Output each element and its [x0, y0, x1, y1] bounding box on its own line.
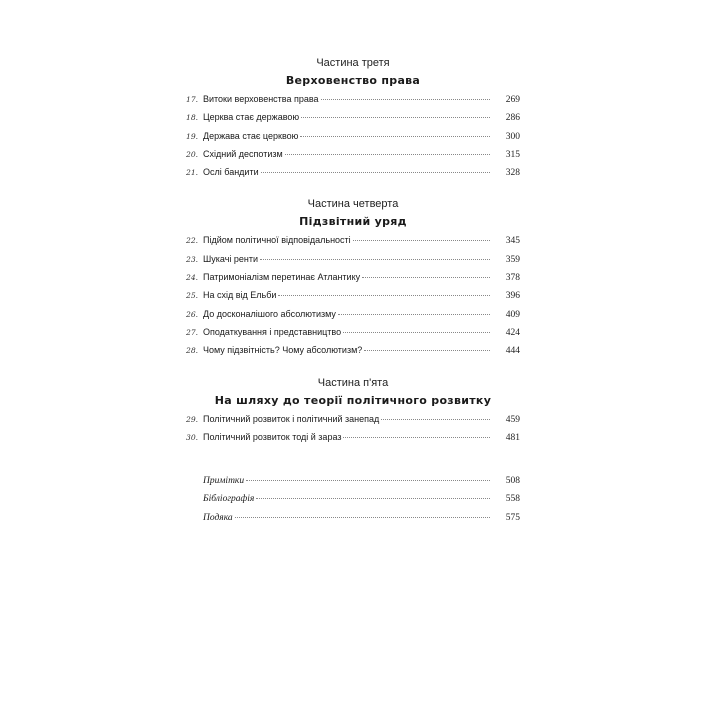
toc-entry[interactable]	[186, 131, 520, 149]
chapter-title: Політичний розвиток і політичний занепад	[203, 413, 380, 424]
toc-entry[interactable]	[186, 149, 520, 167]
chapter-number: 20.	[186, 149, 199, 159]
page-number: 444	[505, 346, 520, 357]
chapter-number: 28.	[186, 346, 199, 356]
chapter-list	[186, 94, 520, 185]
chapter-title: На схід від Ельби	[203, 290, 277, 301]
part-heading	[186, 56, 520, 88]
dot-leader	[364, 350, 490, 351]
chapter-number: 21.	[186, 168, 199, 178]
toc-entry[interactable]	[186, 94, 520, 112]
chapter-title: Держава стає церквою	[203, 130, 299, 141]
back-matter-entry[interactable]	[186, 476, 520, 494]
page-number: 315	[505, 149, 520, 160]
toc-entry[interactable]	[186, 167, 520, 185]
part-heading	[186, 197, 520, 229]
page-number: 409	[505, 309, 520, 320]
dot-leader	[301, 117, 490, 118]
chapter-title: Підйом політичної відповідальності	[203, 235, 351, 246]
part-label: Частина п'ята	[317, 376, 389, 389]
dot-leader	[300, 136, 490, 137]
page-number: 424	[505, 327, 520, 338]
chapter-list	[186, 414, 520, 451]
chapter-title: Ослі бандити	[203, 167, 259, 178]
chapter-title: Східний деспотизм	[203, 148, 283, 159]
page-number: 328	[505, 168, 520, 179]
dot-leader	[343, 437, 490, 438]
chapter-number: 17.	[186, 95, 199, 104]
chapter-number: 19.	[186, 131, 199, 141]
dot-leader	[343, 332, 490, 333]
dot-leader	[278, 295, 490, 296]
toc-entry[interactable]	[186, 414, 520, 432]
page-number: 558	[505, 494, 520, 505]
dot-leader	[246, 480, 490, 481]
toc-entry[interactable]	[186, 345, 520, 363]
chapter-title: Оподаткування і представництво	[203, 326, 342, 337]
toc-entry[interactable]	[186, 272, 520, 290]
toc-entry[interactable]	[186, 112, 520, 130]
back-matter-title: Подяка	[203, 512, 233, 523]
toc-entry[interactable]	[186, 309, 520, 327]
chapter-number: 22.	[186, 236, 199, 246]
table-of-contents	[186, 56, 520, 531]
part-title: На шляху до теорії політичного розвитку	[214, 393, 492, 407]
back-matter-entry[interactable]	[186, 513, 520, 531]
chapter-number: 26.	[186, 309, 199, 319]
chapter-title: До досконалішого абсолютизму	[203, 308, 336, 319]
chapter-number: 30.	[186, 432, 199, 442]
chapter-number: 23.	[186, 254, 199, 264]
part-label: Частина четверта	[307, 198, 399, 211]
dot-leader	[285, 154, 490, 155]
back-matter-title: Бібліографія	[203, 494, 255, 505]
page-number: 359	[505, 254, 520, 265]
toc-entry[interactable]	[186, 432, 520, 450]
page-number: 396	[505, 291, 520, 302]
dot-leader	[235, 517, 490, 518]
toc-entry[interactable]	[186, 254, 520, 272]
page-number: 508	[505, 476, 520, 487]
chapter-title: Політичний розвиток тоді й зараз	[203, 431, 342, 442]
chapter-title: Витоки верховенства права	[203, 94, 319, 104]
toc-entry[interactable]	[186, 235, 520, 253]
dot-leader	[321, 99, 490, 100]
back-matter-title: Примітки	[203, 476, 245, 487]
page-number: 378	[505, 273, 520, 284]
back-matter-list	[186, 476, 520, 531]
dot-leader	[338, 314, 490, 315]
part-title: Верховенство права	[285, 74, 421, 87]
page-number: 575	[505, 512, 520, 523]
page-number: 286	[505, 113, 520, 124]
chapter-number: 29.	[186, 414, 199, 424]
page-number: 345	[505, 236, 520, 247]
dot-leader	[256, 498, 490, 499]
dot-leader	[353, 240, 490, 241]
chapter-list	[186, 235, 520, 363]
page-number: 269	[505, 95, 520, 105]
dot-leader	[381, 419, 490, 420]
chapter-number: 18.	[186, 113, 199, 123]
page-number: 300	[505, 131, 520, 142]
part-heading	[186, 376, 520, 408]
page-number: 459	[505, 414, 520, 425]
chapter-number: 24.	[186, 273, 199, 283]
chapter-number: 25.	[186, 291, 199, 301]
back-matter-entry[interactable]	[186, 494, 520, 512]
toc-entry[interactable]	[186, 327, 520, 345]
toc-entry[interactable]	[186, 290, 520, 308]
chapter-title: Шукачі ренти	[203, 253, 259, 264]
chapter-title: Церква стає державою	[203, 112, 300, 123]
part-label: Частина третя	[316, 57, 390, 69]
chapter-title: Чому підзвітність? Чому абсолютизм?	[203, 345, 363, 356]
dot-leader	[362, 277, 490, 278]
dot-leader	[260, 259, 490, 260]
chapter-number: 27.	[186, 327, 199, 337]
chapter-title: Патримоніалізм перетинає Атлантику	[203, 272, 361, 283]
page-number: 481	[505, 432, 520, 443]
part-title: Підзвітний уряд	[299, 215, 407, 229]
dot-leader	[261, 172, 490, 173]
